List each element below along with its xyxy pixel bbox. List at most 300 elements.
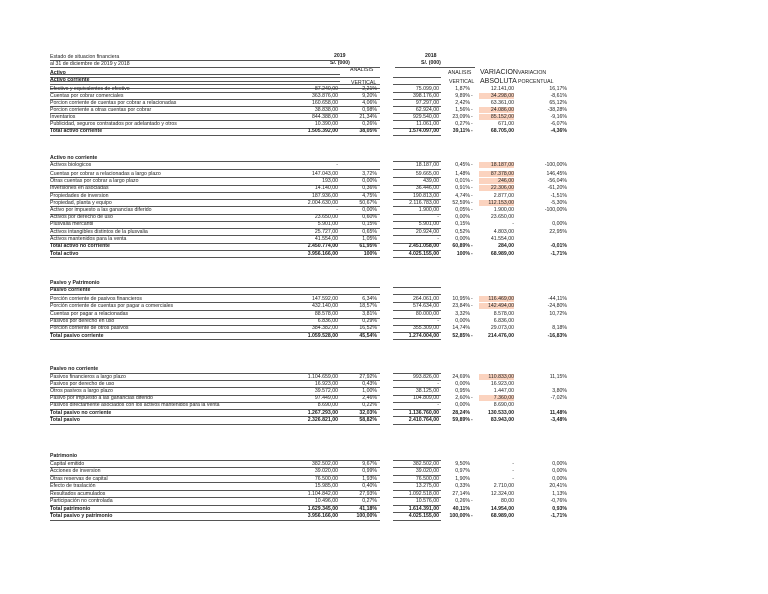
variation-absolute: - (512, 475, 514, 482)
vertical-2018: 0,52% (455, 228, 470, 235)
value-2019: 88.578,00 (314, 311, 338, 317)
variation-sign: - (471, 295, 473, 302)
vertical-2018: 60,89% (452, 243, 470, 249)
variacion-absoluta-sub: ABSOLUTA (480, 78, 517, 85)
variation-percent: 0,00% (552, 475, 567, 482)
value-2018: 13.275,00 (415, 483, 439, 489)
variation-absolute: 2.710,00 (493, 483, 514, 489)
row-label: Pasivos por derecho de uso (50, 380, 115, 387)
variation-absolute: 1.900,00 (493, 207, 514, 213)
title-rule-2 (50, 67, 340, 68)
variation-absolute: 246,00 (479, 178, 514, 184)
value-2019: 384.382,00 (312, 325, 338, 331)
value-2018: 1.092.518,00 (408, 490, 439, 497)
row-label: Pasivos directamente asociados con los activos mantenidos para la venta (50, 402, 220, 408)
variacion-porcentual-sub: PORCENTUAL (518, 79, 554, 85)
value-2019: 14.140,00 (314, 185, 338, 191)
vertical-2019: 27,92% (359, 373, 377, 380)
year-underline-2019 (300, 67, 380, 68)
vertical-2018: 1,87% (455, 85, 470, 92)
vertical-2018: 23,84% (452, 303, 470, 309)
variation-percent: -24,80% (547, 303, 567, 309)
row-label: Pasivos financieros a largo plazo (50, 373, 126, 380)
value-2018: 11.061,00 (416, 121, 439, 127)
value-2019: 6.836,00 (317, 318, 338, 324)
variation-percent: 146,45% (546, 170, 567, 177)
value-2019: 2.450.774,00 (307, 243, 338, 249)
value-2018: 398.176,00 (413, 92, 439, 99)
value-2019: 1.629.345,00 (307, 505, 338, 512)
variation-absolute: 110.833,00 (479, 374, 514, 380)
vertical-2018: 0,00% (455, 236, 470, 242)
value-2018: 190.813,00 (413, 192, 439, 199)
row-rule (50, 339, 380, 340)
vertical-2019: 6,34% (362, 295, 377, 302)
vertical-2019: 0,98% (362, 106, 377, 113)
value-2019: 1.104.842,00 (307, 490, 338, 497)
row-label: Cuentas por cobrar comerciales (50, 92, 124, 99)
value-2018: 20.924,00 (415, 228, 439, 235)
variation-sign: - (471, 92, 473, 99)
variation-percent: -1,71% (550, 513, 567, 519)
variation-absolute: 112.153,00 (479, 200, 514, 206)
variation-absolute: 16.923,00 (490, 380, 514, 387)
vertical-2018: 0,00% (455, 214, 470, 220)
vertical-2018: 52,85% (452, 332, 470, 339)
value-2019: 1.267.293,00 (307, 409, 338, 416)
vertical-2018: 14,74% (452, 325, 470, 331)
variation-percent: -56,04% (547, 178, 567, 184)
vertical-2018: 28,24% (452, 409, 470, 416)
value-2018: 1.900,00 (418, 207, 439, 213)
variation-sign: - (471, 178, 473, 184)
row-label: Total activo corriente (50, 128, 103, 134)
variation-absolute: 83.943,00 (490, 417, 514, 423)
value-2019: 41.554,00 (314, 236, 338, 242)
variation-absolute: 18.187,00 (479, 162, 514, 168)
row-label: Cuentas por pagar a relacionadas (50, 311, 129, 317)
vertical-2019: 0,60% (362, 214, 377, 220)
variation-absolute: 284,00 (498, 243, 514, 249)
row-label: Activo corriente (50, 77, 90, 83)
value-2019: 39.572,00 (314, 388, 338, 394)
value-2019: 15.985,00 (314, 483, 338, 489)
vertical-2019: 27,93% (359, 490, 377, 497)
value-2018: 2.116.783,00 (409, 199, 439, 206)
vertical-2018: 0,91% (455, 185, 470, 191)
value-2018: 264.061,00 (413, 295, 439, 302)
value-2019: 10.390,00 (314, 121, 338, 127)
row-label: Total activo no corriente (50, 243, 110, 249)
variation-absolute: 8.690,00 (493, 402, 514, 408)
value-2019: 1.104.659,00 (307, 373, 338, 380)
vertical-2018: 52,59% (452, 199, 470, 206)
value-2019: 10.496,00 (314, 498, 338, 504)
vertical-2019: 1,05% (362, 236, 377, 242)
variation-absolute: 68.989,00 (490, 250, 514, 257)
variation-percent: -100,00% (544, 162, 567, 168)
variation-sign: - (471, 113, 473, 120)
vertical-2018: 10,95% (452, 295, 470, 302)
vertical-2018: 2,60% (455, 395, 470, 401)
variation-absolute: 130.533,00 (488, 409, 514, 416)
value-2018: 75.099,00 (415, 85, 439, 92)
variation-absolute: 2.877,00 (493, 192, 514, 199)
value-2019: 23.650,00 (314, 214, 338, 220)
variation-percent: 3,80% (552, 388, 567, 394)
row-label: Activos biologicos (50, 162, 92, 168)
row-label: Activos mantenidos para la venta (50, 236, 127, 242)
vertical-2018: 1,90% (455, 475, 470, 482)
variation-sign: - (471, 106, 473, 113)
variation-absolute: 8.578,00 (493, 311, 514, 317)
value-2019: 38.838,00 (314, 106, 338, 113)
row-label: Pasivo y Patrimonio (50, 280, 100, 286)
variation-percent: -100,00% (544, 207, 567, 213)
vertical-2019: 4,06% (362, 99, 377, 106)
currency-2018: S/. (000) (421, 60, 441, 66)
row-rule (50, 169, 380, 170)
variation-percent: -16,83% (547, 332, 567, 339)
analisis-vertical-2019-label: ANALISIS (350, 67, 374, 73)
row-label: Activo no corriente (50, 154, 98, 161)
variation-percent: -6,07% (550, 121, 567, 127)
variation-absolute: - (512, 468, 514, 474)
value-2019: 5.901,00 (317, 221, 338, 227)
row-label: Plusvalia mercantil (50, 221, 94, 227)
value-2018: 2.451.058,00 (408, 243, 439, 249)
variation-percent: 1,13% (552, 490, 567, 497)
vertical-2018: 0,00% (455, 402, 470, 408)
variation-sign: - (471, 185, 473, 191)
row-label: Otras cuentas por cobrar a largo plazo (50, 178, 139, 184)
value-2018: 439,00 (423, 178, 439, 184)
variation-absolute: 12.324,00 (490, 490, 514, 497)
vertical-2019: 41,18% (359, 505, 377, 512)
vertical-2019: 38,05% (359, 128, 377, 134)
variation-sign: - (471, 207, 473, 213)
value-2018: 2.410.764,00 (408, 417, 439, 423)
value-2019: 193,00 (322, 178, 338, 184)
variation-absolute: 142.494,00 (479, 303, 514, 309)
value-2019: 87.240,00 (314, 85, 338, 92)
row-rule (50, 257, 380, 258)
variation-percent: 65,12% (549, 99, 567, 106)
row-label: Activos por derecho de uso (50, 214, 113, 220)
value-2018: 4.025.155,00 (408, 250, 439, 257)
value-2018: 382.502,00 (413, 460, 439, 467)
row-label: Porción corriente de cuentas por pagar a comerciales (50, 303, 174, 309)
row-rule-2018 (393, 294, 441, 295)
value-2019: 432.140,00 (312, 303, 338, 309)
row-label: Total patrimonio (50, 505, 91, 512)
row-label: Pasivo por impuesto a las ganancias diferido (50, 395, 153, 401)
row-label: Pasivos por derecho en uso (50, 318, 115, 324)
value-2018: 36.446,00 (415, 185, 439, 191)
vertical-2018: 2,42% (455, 99, 470, 106)
title-rule-1 (50, 60, 340, 61)
vertical-2018: 0,00% (455, 380, 470, 387)
value-2019: 187.936,00 (312, 192, 338, 199)
currency-2019: S/. (000) (330, 60, 350, 66)
value-2019: - (336, 162, 338, 168)
variacion-porcentual-label: VARIACION (518, 70, 547, 76)
vertical-2019: 0,29% (362, 318, 377, 324)
variation-absolute: 214.476,00 (488, 332, 514, 339)
vertical-2019: 0,40% (362, 483, 377, 489)
row-rule-2018 (393, 424, 441, 425)
value-2019: 2.004.630,00 (307, 199, 338, 206)
vertical-2018: 24,69% (452, 373, 470, 380)
row-label: Activos intangibles distintos de la plusvalia (50, 228, 148, 235)
vertical-2018: 4,74% (455, 192, 470, 199)
vertical-2018: 0,26% (455, 498, 470, 504)
vertical-2019: 0,00% (362, 178, 377, 184)
value-2018: 355.309,00 (413, 325, 439, 331)
variation-sign: - (471, 128, 473, 134)
variation-sign: - (471, 303, 473, 309)
row-rule (50, 84, 380, 85)
row-rule-2018 (393, 169, 441, 170)
variation-absolute: 1.447,00 (493, 388, 514, 394)
variation-absolute: 14.954,00 (490, 505, 514, 512)
year-2018: 2018 (425, 53, 437, 59)
vertical-2018: 0,97% (455, 468, 470, 474)
vertical-2018: 0,05% (455, 207, 470, 213)
value-2018: - (437, 318, 439, 324)
value-2018: 39.020,00 (415, 468, 439, 474)
value-2019: 8.690,00 (317, 402, 338, 408)
row-label: Pasivo no corriente (50, 366, 99, 372)
vertical-2018: 0,33% (455, 483, 470, 489)
value-2019: 147.043,00 (312, 170, 338, 177)
row-rule (50, 294, 380, 295)
vertical-2019: 0,43% (362, 380, 377, 387)
value-2019: 97.449,00 (314, 395, 338, 401)
analisis-vertical-2018-label: ANALISIS (448, 70, 472, 76)
value-2019: 160.658,00 (312, 99, 338, 106)
variation-sign: - (471, 417, 473, 423)
variation-percent: -4,36% (550, 128, 567, 134)
row-label: Porcion corriente de cuentas por cobrar a relacionadas (50, 99, 177, 106)
value-2018: 38.125,00 (415, 388, 439, 394)
vertical-2018: 0,45% (455, 162, 470, 168)
variation-percent: 11,15% (549, 373, 567, 380)
value-2018: 59.665,00 (415, 170, 439, 177)
value-2018: - (437, 236, 439, 242)
value-2019: 147.592,00 (312, 295, 338, 302)
variation-percent: 0,00% (552, 468, 567, 474)
variation-percent: 10,72% (549, 311, 567, 317)
variation-absolute: 116.469,00 (479, 296, 514, 302)
variation-absolute: - (512, 460, 514, 467)
value-2018: 1.274.004,00 (408, 332, 439, 339)
row-label: Propiedades de inversion (50, 192, 109, 199)
value-2018: 4.025.155,00 (408, 513, 439, 519)
statement-period: al 31 de diciembre de 2019 y 2018 (50, 61, 130, 67)
variation-sign: - (471, 243, 473, 249)
row-rule (50, 135, 380, 136)
vertical-2018: 100,00% (449, 513, 470, 519)
variation-percent: 16,17% (549, 85, 567, 92)
value-2019: 16.923,00 (314, 380, 338, 387)
variation-percent: 22,95% (549, 228, 567, 235)
variation-absolute: 671,00 (498, 121, 514, 127)
row-label: Activo (50, 70, 66, 76)
variation-sign: - (471, 332, 473, 339)
row-label: Porción corriente de otros pasivos (50, 325, 129, 331)
value-2019: 2.326.821,00 (307, 417, 338, 423)
value-2019: 844.388,00 (312, 113, 338, 120)
row-label: Cuentas por cobrar a relacionadas a largo plazo (50, 170, 161, 177)
vertical-2019: 32,03% (359, 409, 377, 416)
vertical-2019: 50,67% (359, 199, 377, 206)
vertical-2019: 3,72% (362, 170, 377, 177)
row-label: Activo por impuesto a las ganancias diferido (50, 207, 152, 213)
variation-percent: -1,51% (550, 192, 567, 199)
vertical-2019: 4,75% (362, 192, 377, 199)
vertical-2019: 0,15% (362, 221, 377, 227)
variation-percent: 0,00% (552, 221, 567, 227)
variation-sign: - (471, 121, 473, 127)
vertical-2019: 0,36% (362, 185, 377, 191)
variation-sign: - (471, 498, 473, 504)
vertical-2019: 3,81% (362, 311, 377, 317)
row-rule-2018 (393, 287, 441, 288)
vertical-2018: 0,95% (455, 388, 470, 394)
variation-percent: -0,76% (550, 498, 567, 504)
value-2018: 76.500,00 (415, 475, 439, 482)
row-label: Otras reservas de capital (50, 475, 108, 482)
row-label: Publicidad, seguros contratados por adelantado y otros (50, 121, 177, 127)
value-2018: 929.540,00 (413, 113, 439, 120)
vertical-2018: 1,48% (455, 170, 470, 177)
value-2018: - (437, 214, 439, 220)
value-2019: - (336, 207, 338, 213)
row-rule (50, 520, 380, 521)
variation-percent: -0,01% (550, 243, 567, 249)
vertical-2019: 58,82% (359, 417, 377, 423)
vertical-2019: 0,00% (362, 207, 377, 213)
value-2018: 1.574.097,00 (408, 128, 439, 134)
variation-sign: - (471, 162, 473, 168)
vertical-2018: 1,56% (455, 106, 470, 113)
vertical-2019: 0,99% (362, 468, 377, 474)
vertical-2018: 59,89% (452, 417, 470, 423)
variation-absolute: 29.073,00 (490, 325, 514, 331)
variation-percent: -8,61% (550, 92, 567, 99)
vertical-2019: 1,93% (362, 475, 377, 482)
row-label: Inversiones en asociadas (50, 185, 109, 191)
value-2019: 3.956.166,00 (307, 250, 338, 257)
row-label: Resultados acumulados (50, 490, 106, 497)
vertical-2018: 9,50% (455, 460, 470, 467)
vertical-2018: 39,11% (452, 128, 470, 134)
row-label: Porción corriente de pasivos financieros (50, 295, 142, 302)
value-2019: 382.502,00 (312, 460, 338, 467)
variation-absolute: 24.086,00 (479, 107, 514, 113)
variation-absolute: 85.152,00 (479, 114, 514, 120)
vertical-2019: 21,34% (359, 113, 377, 120)
vertical-2018: 100% (456, 250, 470, 257)
value-2018: 5.901,00 (418, 221, 439, 227)
vertical-2019: 61,95% (359, 243, 377, 249)
variation-sign: - (471, 199, 473, 206)
row-label: Patrimonio (50, 453, 78, 459)
value-2018: - (437, 402, 439, 408)
value-2018: 1.614.391,00 (408, 505, 439, 512)
variation-percent: 0,00% (552, 460, 567, 467)
vertical-2019: 100,00% (356, 513, 377, 519)
value-2018: 1.136.760,00 (408, 409, 439, 416)
variation-absolute: 22.306,00 (479, 185, 514, 191)
variation-percent: -38,28% (547, 106, 567, 113)
vertical-2018: 9,89% (455, 92, 470, 99)
row-label: Efectivo y equivalentes de efectivo (50, 85, 130, 92)
vertical-2019: 100% (363, 250, 377, 257)
variation-absolute: 80,00 (501, 498, 514, 504)
value-2018: 574.634,00 (413, 303, 439, 309)
variation-absolute: 7.360,00 (479, 395, 514, 401)
variation-absolute: 68.705,00 (490, 128, 514, 134)
variation-sign: - (471, 395, 473, 401)
variation-absolute: 87.378,00 (479, 171, 514, 177)
row-label: Capital emitido (50, 460, 85, 467)
value-2019: 3.956.166,00 (307, 513, 338, 519)
vertical-2019: 1,00% (362, 388, 377, 394)
vertical-2019: 0,22% (362, 402, 377, 408)
value-2019: 39.020,00 (314, 468, 338, 474)
vertical-2019: 16,52% (359, 325, 377, 331)
row-rule-2018 (393, 135, 441, 136)
variation-percent: 0,93% (552, 505, 567, 512)
value-2019: 25.727,00 (314, 228, 338, 235)
variation-percent: -9,16% (550, 113, 567, 120)
vertical-2018: 0,00% (455, 318, 470, 324)
value-2019: 363.876,00 (312, 92, 338, 99)
row-label: Acciones de inversion (50, 468, 101, 474)
row-label: Pasivo corriente (50, 287, 91, 293)
variation-percent: 8,18% (552, 325, 567, 331)
value-2019: 1.059.528,00 (307, 332, 338, 339)
variation-percent: -3,48% (550, 417, 567, 423)
row-label: Total pasivo corriente (50, 332, 104, 339)
vertical-2019: 9,67% (362, 460, 377, 467)
variation-percent: -5,30% (550, 199, 567, 206)
analisis-vertical-2018-sub: VERTICAL (449, 79, 475, 85)
row-label: Porcion corriente a otras cuentas por cobrar (50, 106, 152, 113)
vertical-2019: 2,21% (362, 85, 377, 92)
vertical-2019: 45,54% (359, 332, 377, 339)
variation-absolute: - (512, 221, 514, 227)
variation-absolute: 4.803,00 (493, 228, 514, 235)
variation-percent: -44,11% (548, 295, 567, 302)
statement-title: Estado de situacion financiera (50, 54, 120, 60)
vertical-2018: 0,27% (455, 121, 470, 127)
variation-absolute: 63.361,00 (490, 99, 514, 106)
value-2018: 18.187,00 (415, 162, 439, 168)
row-rule-2018 (393, 257, 441, 258)
variation-absolute: 41.554,00 (490, 236, 514, 242)
value-2018: - (437, 380, 439, 387)
row-label: Total pasivo (50, 417, 80, 423)
row-label: Total pasivo no corriente (50, 409, 112, 416)
vertical-2019: 2,46% (362, 395, 377, 401)
analisis-vertical-2019-sub: VERTICAL (351, 80, 377, 86)
row-rule (50, 424, 380, 425)
vertical-2019: 9,20% (362, 92, 377, 99)
vertical-2018: 23,09% (452, 113, 470, 120)
